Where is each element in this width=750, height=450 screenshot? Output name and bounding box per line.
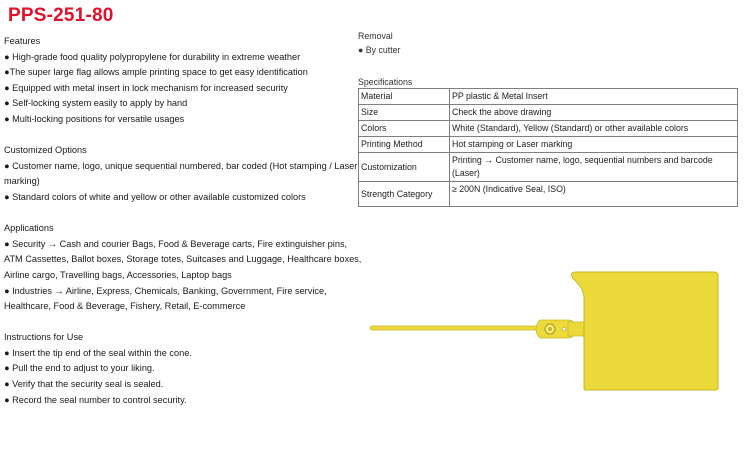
removal-heading: Removal	[358, 31, 393, 41]
feature-item: ● High-grade food quality polypropylene for durability in extreme weather	[4, 51, 301, 62]
feature-item: ● Self-locking system easily to apply by hand	[4, 98, 188, 109]
customized-heading: Customized Options	[4, 145, 87, 156]
instructions-section	[4, 330, 366, 408]
applications-section	[4, 221, 366, 315]
applications-heading: Applications	[4, 223, 54, 234]
features-heading: Features	[4, 36, 41, 46]
spec-panel	[358, 29, 738, 199]
specifications-table	[358, 88, 738, 207]
feature-item: ● Equipped with metal insert in lock mechanism for increased security	[4, 82, 288, 93]
spec-value: Hot stamping or Laser marking	[450, 137, 738, 153]
spec-value: Printing → Customer name, logo, sequential numbers and barcode (Laser)	[450, 153, 738, 182]
customized-section	[4, 143, 366, 205]
security-seal-icon	[368, 268, 720, 392]
instruction-item: ● Verify that the security seal is sealed.	[4, 379, 164, 390]
customized-item: ● Standard colors of white and yellow or other available customized colors	[4, 191, 306, 202]
spec-value: Check the above drawing	[450, 105, 738, 121]
spec-value: White (Standard), Yellow (Standard) or other available colors	[450, 121, 738, 137]
spec-key: Customization	[359, 153, 450, 182]
table-row	[359, 121, 738, 137]
instruction-item: ● Insert the tip end of the seal within the cone.	[4, 347, 192, 358]
spec-key: Strength Category	[359, 182, 450, 207]
spec-key: Colors	[359, 121, 450, 137]
feature-item: ● Multi-locking positions for versatile usages	[4, 113, 185, 124]
applications-item: ● Security → Cash and courier Bags, Food & Beverage carts, Fire extinguisher pins, ATM Cassettes, Ballot boxes, Storage totes, Suitcases and Luggage, Healthcare boxes, Airline cargo, Travelling bags, Accessories, Laptop bags	[4, 238, 362, 280]
product-title: PPS-251-80	[8, 5, 114, 26]
instruction-item: ● Record the seal number to control security.	[4, 394, 187, 405]
product-description	[4, 34, 366, 424]
instruction-item: ● Pull the end to adjust to your liking.	[4, 363, 155, 374]
customized-item: ● Customer name, logo, unique sequential numbered, bar coded (Hot stamping / Laser marking)	[4, 160, 358, 187]
table-row	[359, 182, 738, 207]
spec-value: PP plastic & Metal Insert	[450, 89, 738, 105]
spec-key: Material	[359, 89, 450, 105]
applications-item: ● Industries → Airline, Express, Chemicals, Banking, Government, Fire service, Healthcare, Food & Beverage, Fishery, Retail, E-commerce	[4, 285, 327, 312]
feature-item: ●The super large flag allows ample printing space to get easy identification	[4, 67, 308, 78]
instructions-heading: Instructions for Use	[4, 332, 84, 343]
table-row	[359, 105, 738, 121]
table-row	[359, 137, 738, 153]
table-row	[359, 89, 738, 105]
removal-item: ● By cutter	[358, 45, 401, 55]
table-row	[359, 153, 738, 182]
spec-key: Size	[359, 105, 450, 121]
features-section	[4, 34, 366, 128]
spec-value: ≥ 200N (Indicative Seal, ISO)	[450, 182, 738, 207]
spec-key: Printing Method	[359, 137, 450, 153]
specifications-heading: Specifications	[358, 77, 413, 87]
